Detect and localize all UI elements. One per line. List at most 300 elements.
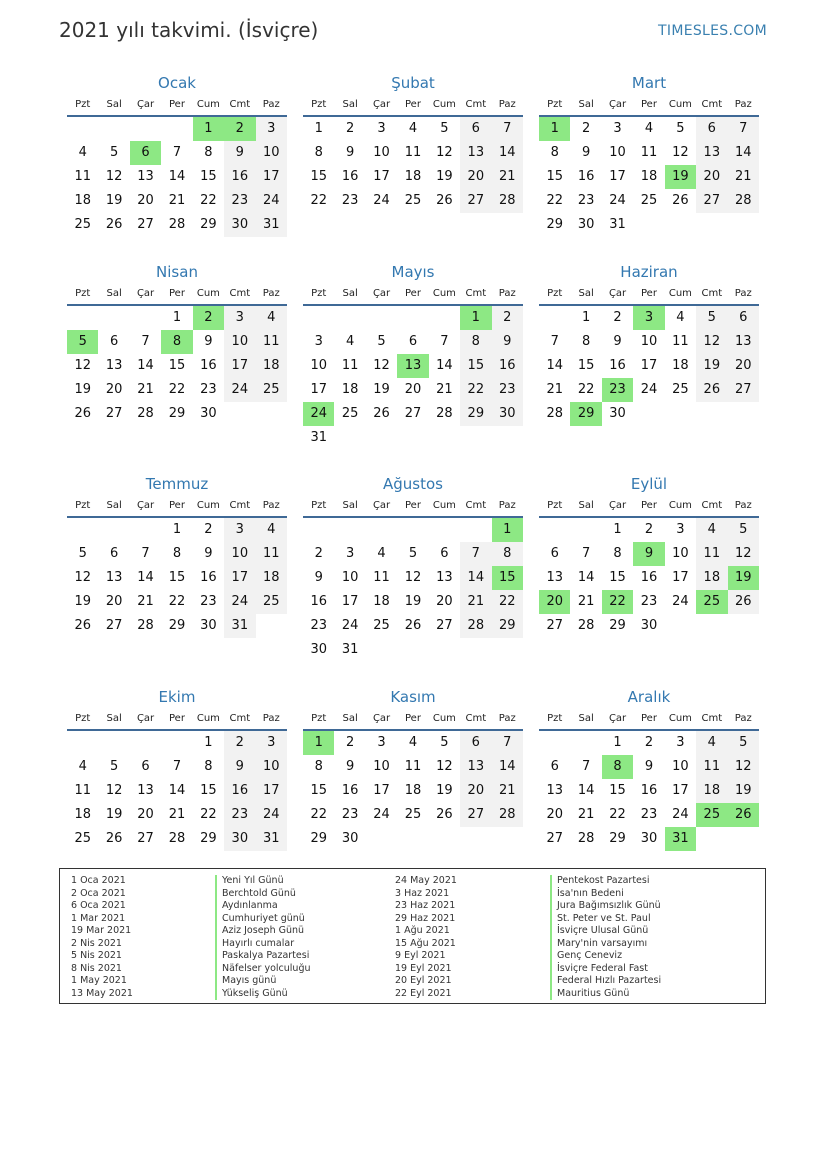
day-cell: 10 bbox=[310, 358, 327, 373]
weekday-label: Paz bbox=[262, 500, 280, 511]
weekday-label: Pzt bbox=[547, 99, 563, 110]
day-cell: 14 bbox=[168, 169, 186, 184]
holiday-legend bbox=[59, 868, 766, 1004]
day-cell: 5 bbox=[109, 759, 119, 774]
day-cell: 30 bbox=[640, 831, 658, 846]
day-cell: 6 bbox=[728, 306, 759, 330]
day-cell: 8 bbox=[492, 542, 523, 566]
day-cell: 19 bbox=[436, 169, 453, 184]
weekday-label: Pzt bbox=[311, 288, 327, 299]
weekday-label: Paz bbox=[734, 713, 752, 724]
legend-date: 20 Eyl 2021 bbox=[395, 975, 452, 986]
day-cell: 16 bbox=[341, 783, 359, 798]
day-cell: 4 bbox=[345, 334, 355, 349]
day-cell: 6 bbox=[109, 334, 119, 349]
day-cell: 18 bbox=[373, 594, 390, 609]
day-cell: 13 bbox=[105, 358, 123, 373]
day-cell: 4 bbox=[408, 735, 418, 750]
legend-holiday-name: Paskalya Pazartesi bbox=[215, 950, 311, 963]
day-cell: 8 bbox=[204, 759, 213, 774]
weekday-label: Sal bbox=[342, 500, 358, 511]
holiday-day-cell: 23 bbox=[602, 378, 633, 402]
day-cell: 23 bbox=[224, 189, 255, 213]
day-cell: 28 bbox=[492, 189, 523, 213]
day-cell: 29 bbox=[200, 831, 217, 846]
day-cell: 16 bbox=[577, 169, 595, 184]
day-cell: 27 bbox=[105, 406, 123, 421]
days-grid bbox=[303, 306, 523, 450]
day-cell: 16 bbox=[200, 358, 217, 373]
legend-dates-col-1 bbox=[71, 875, 133, 1000]
weekday-label: Pzt bbox=[75, 500, 91, 511]
day-cell: 31 bbox=[609, 217, 626, 232]
legend-holiday-name: İsviçre Ulusal Günü bbox=[550, 925, 661, 938]
legend-holiday-name: Cumhuriyet günü bbox=[215, 913, 311, 926]
legend-names-col-2 bbox=[550, 875, 661, 1000]
empty-cell bbox=[98, 306, 129, 330]
day-cell: 6 bbox=[109, 546, 119, 561]
day-cell: 1 bbox=[581, 310, 591, 325]
legend-holiday-name: Mary'nin varsayımı bbox=[550, 938, 661, 951]
holiday-day-cell: 31 bbox=[665, 827, 696, 851]
day-cell: 13 bbox=[436, 570, 453, 585]
day-cell: 6 bbox=[696, 117, 727, 141]
legend-date: 8 Nis 2021 bbox=[71, 962, 122, 974]
holiday-day-cell: 8 bbox=[161, 330, 192, 354]
day-cell: 17 bbox=[256, 779, 287, 803]
empty-cell bbox=[130, 306, 161, 330]
day-cell: 30 bbox=[224, 827, 255, 851]
month-name: Aralık bbox=[627, 688, 671, 706]
day-cell: 11 bbox=[341, 358, 359, 373]
day-cell: 14 bbox=[460, 566, 491, 590]
day-cell: 26 bbox=[436, 807, 453, 822]
day-cell: 1 bbox=[172, 522, 182, 537]
day-cell: 17 bbox=[640, 358, 658, 373]
legend-holiday-name: St. Peter ve St. Paul bbox=[550, 913, 661, 926]
weekday-label: Pzt bbox=[547, 713, 563, 724]
empty-cell bbox=[460, 518, 491, 542]
weekday-label: Çar bbox=[136, 99, 155, 110]
month-5 bbox=[303, 260, 523, 450]
month-7 bbox=[67, 472, 287, 638]
day-cell: 1 bbox=[613, 522, 622, 537]
day-cell: 28 bbox=[577, 831, 595, 846]
legend-date: 1 Ağu 2021 bbox=[395, 925, 450, 936]
day-cell: 16 bbox=[640, 783, 658, 798]
day-cell: 12 bbox=[436, 759, 453, 774]
weekday-label: Cum bbox=[668, 500, 692, 511]
day-cell: 10 bbox=[609, 145, 626, 160]
day-cell: 11 bbox=[74, 783, 91, 798]
day-cell: 31 bbox=[341, 642, 359, 657]
day-cell: 22 bbox=[492, 590, 523, 614]
weekday-header bbox=[67, 496, 287, 518]
day-cell: 14 bbox=[137, 358, 154, 373]
weekday-label: Paz bbox=[262, 99, 280, 110]
month-name: Kasım bbox=[390, 688, 436, 706]
holiday-day-cell: 25 bbox=[696, 590, 727, 614]
day-cell: 5 bbox=[377, 334, 386, 349]
day-cell: 27 bbox=[105, 618, 123, 633]
holiday-day-cell: 6 bbox=[130, 141, 161, 165]
day-cell: 15 bbox=[609, 783, 626, 798]
day-cell: 5 bbox=[408, 546, 418, 561]
day-cell: 15 bbox=[168, 358, 186, 373]
day-cell: 28 bbox=[436, 406, 453, 421]
day-cell: 3 bbox=[613, 121, 622, 136]
days-grid bbox=[67, 518, 287, 638]
month-name: Ağustos bbox=[383, 475, 443, 493]
day-cell: 8 bbox=[204, 145, 213, 160]
day-cell: 6 bbox=[460, 117, 491, 141]
day-cell: 11 bbox=[696, 542, 727, 566]
day-cell: 4 bbox=[377, 546, 386, 561]
weekday-label: Per bbox=[169, 500, 185, 511]
days-grid bbox=[67, 306, 287, 426]
holiday-day-cell: 1 bbox=[303, 731, 334, 755]
day-cell: 19 bbox=[74, 594, 91, 609]
day-cell: 9 bbox=[581, 145, 591, 160]
weekday-label: Per bbox=[641, 99, 657, 110]
day-cell: 30 bbox=[492, 402, 523, 426]
weekday-header bbox=[67, 709, 287, 731]
day-cell: 7 bbox=[581, 759, 591, 774]
legend-holiday-name: Pentekost Pazartesi bbox=[550, 875, 661, 888]
weekday-label: Çar bbox=[136, 713, 155, 724]
legend-date: 13 May 2021 bbox=[71, 987, 133, 999]
day-cell: 23 bbox=[492, 378, 523, 402]
day-cell: 10 bbox=[224, 542, 255, 566]
day-cell: 19 bbox=[105, 807, 123, 822]
day-cell: 9 bbox=[204, 334, 213, 349]
day-cell: 19 bbox=[105, 193, 123, 208]
day-cell: 3 bbox=[676, 735, 685, 750]
weekday-label: Per bbox=[405, 99, 421, 110]
weekday-label: Sal bbox=[106, 500, 122, 511]
day-cell: 6 bbox=[408, 334, 418, 349]
empty-cell bbox=[161, 117, 192, 141]
day-cell: 13 bbox=[460, 755, 491, 779]
day-cell: 16 bbox=[640, 570, 658, 585]
weekday-label: Per bbox=[405, 288, 421, 299]
month-name: Temmuz bbox=[145, 475, 209, 493]
day-cell: 6 bbox=[440, 546, 449, 561]
day-cell: 30 bbox=[577, 217, 595, 232]
legend-holiday-name: İsa'nın Bedeni bbox=[550, 888, 661, 901]
holiday-day-cell: 1 bbox=[193, 117, 224, 141]
holiday-day-cell: 22 bbox=[602, 590, 633, 614]
legend-date: 1 Mar 2021 bbox=[71, 912, 126, 924]
day-cell: 16 bbox=[224, 779, 255, 803]
weekday-label: Çar bbox=[372, 713, 391, 724]
day-cell: 23 bbox=[341, 807, 359, 822]
weekday-label: Çar bbox=[608, 99, 627, 110]
day-cell: 30 bbox=[640, 618, 658, 633]
legend-holiday-name: Mauritius Günü bbox=[550, 988, 661, 1001]
weekday-header bbox=[303, 709, 523, 731]
day-cell: 6 bbox=[141, 759, 150, 774]
days-grid bbox=[303, 731, 523, 851]
day-cell: 27 bbox=[546, 618, 563, 633]
holiday-day-cell: 1 bbox=[492, 518, 523, 542]
day-cell: 17 bbox=[256, 165, 287, 189]
legend-date: 23 Haz 2021 bbox=[395, 900, 456, 911]
weekday-header bbox=[67, 95, 287, 117]
holiday-day-cell: 2 bbox=[193, 306, 224, 330]
empty-cell bbox=[98, 117, 129, 141]
day-cell: 20 bbox=[460, 779, 491, 803]
weekday-label: Cmt bbox=[465, 99, 487, 110]
day-cell: 22 bbox=[460, 378, 491, 402]
month-name: Mayıs bbox=[391, 263, 435, 281]
holiday-day-cell: 20 bbox=[539, 590, 570, 614]
day-cell: 3 bbox=[377, 121, 386, 136]
day-cell: 18 bbox=[74, 807, 91, 822]
day-cell: 25 bbox=[373, 618, 390, 633]
day-cell: 10 bbox=[373, 759, 390, 774]
day-cell: 18 bbox=[696, 566, 727, 590]
days-grid bbox=[539, 731, 759, 851]
day-cell: 20 bbox=[728, 354, 759, 378]
weekday-label: Paz bbox=[498, 713, 516, 724]
empty-cell bbox=[429, 306, 460, 330]
day-cell: 8 bbox=[581, 334, 591, 349]
day-cell: 27 bbox=[728, 378, 759, 402]
month-name: Haziran bbox=[620, 263, 678, 281]
day-cell: 19 bbox=[696, 354, 727, 378]
day-cell: 28 bbox=[728, 189, 759, 213]
day-cell: 20 bbox=[137, 807, 154, 822]
holiday-day-cell: 24 bbox=[303, 402, 334, 426]
holiday-day-cell: 1 bbox=[460, 306, 491, 330]
empty-cell bbox=[429, 518, 460, 542]
day-cell: 30 bbox=[609, 406, 626, 421]
day-cell: 23 bbox=[224, 803, 255, 827]
weekday-label: Pzt bbox=[311, 713, 327, 724]
weekday-label: Paz bbox=[498, 288, 516, 299]
day-cell: 31 bbox=[256, 213, 287, 237]
day-cell: 24 bbox=[341, 618, 359, 633]
weekday-label: Pzt bbox=[311, 500, 327, 511]
holiday-day-cell: 19 bbox=[728, 566, 759, 590]
weekday-label: Cum bbox=[196, 713, 220, 724]
day-cell: 31 bbox=[256, 827, 287, 851]
legend-date: 1 May 2021 bbox=[71, 975, 127, 986]
day-cell: 12 bbox=[672, 145, 689, 160]
day-cell: 18 bbox=[696, 779, 727, 803]
day-cell: 13 bbox=[460, 141, 491, 165]
legend-holiday-name: Yeni Yıl Günü bbox=[215, 875, 311, 888]
day-cell: 18 bbox=[341, 382, 359, 397]
day-cell: 3 bbox=[224, 306, 255, 330]
holiday-day-cell: 8 bbox=[602, 755, 633, 779]
day-cell: 26 bbox=[404, 618, 422, 633]
empty-cell bbox=[570, 731, 601, 755]
day-cell: 9 bbox=[224, 755, 255, 779]
day-cell: 7 bbox=[440, 334, 449, 349]
empty-cell bbox=[161, 731, 192, 755]
weekday-label: Per bbox=[169, 99, 185, 110]
empty-cell bbox=[98, 731, 129, 755]
empty-cell bbox=[366, 518, 397, 542]
empty-cell bbox=[67, 117, 98, 141]
day-cell: 30 bbox=[200, 406, 217, 421]
weekday-label: Cum bbox=[196, 288, 220, 299]
weekday-label: Paz bbox=[262, 713, 280, 724]
empty-cell bbox=[303, 306, 334, 330]
day-cell: 14 bbox=[577, 783, 595, 798]
month-name: Eylül bbox=[630, 475, 668, 493]
legend-date: 6 Oca 2021 bbox=[71, 900, 126, 911]
day-cell: 22 bbox=[310, 193, 327, 208]
day-cell: 5 bbox=[109, 145, 119, 160]
weekday-label: Sal bbox=[106, 713, 122, 724]
day-cell: 15 bbox=[577, 358, 595, 373]
empty-cell bbox=[98, 518, 129, 542]
day-cell: 2 bbox=[644, 735, 654, 750]
legend-date: 3 Haz 2021 bbox=[395, 887, 450, 899]
day-cell: 12 bbox=[696, 330, 727, 354]
day-cell: 5 bbox=[676, 121, 685, 136]
day-cell: 16 bbox=[609, 358, 626, 373]
day-cell: 15 bbox=[460, 354, 491, 378]
day-cell: 23 bbox=[577, 193, 595, 208]
weekday-label: Çar bbox=[136, 500, 155, 511]
weekday-label: Çar bbox=[608, 288, 627, 299]
day-cell: 28 bbox=[168, 217, 186, 232]
day-cell: 24 bbox=[672, 594, 689, 609]
day-cell: 16 bbox=[310, 594, 327, 609]
empty-cell bbox=[366, 306, 397, 330]
day-cell: 13 bbox=[137, 783, 154, 798]
day-cell: 13 bbox=[546, 783, 563, 798]
day-cell: 14 bbox=[168, 783, 186, 798]
weekday-label: Cum bbox=[668, 99, 692, 110]
weekday-header bbox=[303, 95, 523, 117]
day-cell: 21 bbox=[137, 594, 154, 609]
weekday-label: Cum bbox=[668, 288, 692, 299]
day-cell: 25 bbox=[256, 590, 287, 614]
legend-holiday-name: Mayıs günü bbox=[215, 975, 311, 988]
day-cell: 26 bbox=[373, 406, 390, 421]
empty-cell bbox=[67, 518, 98, 542]
day-cell: 20 bbox=[137, 193, 154, 208]
day-cell: 24 bbox=[224, 590, 255, 614]
day-cell: 22 bbox=[168, 382, 186, 397]
day-cell: 7 bbox=[172, 145, 182, 160]
weekday-label: Cmt bbox=[229, 99, 251, 110]
weekday-label: Cmt bbox=[465, 500, 487, 511]
weekday-label: Pzt bbox=[75, 99, 91, 110]
empty-cell bbox=[130, 518, 161, 542]
day-cell: 15 bbox=[310, 783, 327, 798]
day-cell: 31 bbox=[224, 614, 255, 638]
weekday-label: Paz bbox=[734, 99, 752, 110]
day-cell: 18 bbox=[256, 354, 287, 378]
brand-logo[interactable]: TIMESLES.COM bbox=[658, 23, 767, 39]
weekday-label: Sal bbox=[342, 713, 358, 724]
legend-holiday-name: Genç Ceneviz bbox=[550, 950, 661, 963]
weekday-label: Çar bbox=[608, 713, 627, 724]
day-cell: 27 bbox=[404, 406, 422, 421]
day-cell: 17 bbox=[341, 594, 359, 609]
day-cell: 10 bbox=[256, 141, 287, 165]
day-cell: 21 bbox=[577, 594, 595, 609]
day-cell: 26 bbox=[74, 406, 91, 421]
day-cell: 7 bbox=[728, 117, 759, 141]
holiday-day-cell: 15 bbox=[492, 566, 523, 590]
weekday-label: Çar bbox=[372, 288, 391, 299]
day-cell: 19 bbox=[728, 779, 759, 803]
day-cell: 9 bbox=[204, 546, 213, 561]
day-cell: 27 bbox=[436, 618, 453, 633]
day-cell: 11 bbox=[256, 330, 287, 354]
day-cell: 30 bbox=[200, 618, 217, 633]
month-4 bbox=[67, 260, 287, 426]
day-cell: 9 bbox=[224, 141, 255, 165]
day-cell: 10 bbox=[373, 145, 390, 160]
day-cell: 22 bbox=[546, 193, 563, 208]
weekday-label: Sal bbox=[106, 99, 122, 110]
day-cell: 23 bbox=[341, 193, 359, 208]
weekday-label: Pzt bbox=[547, 288, 563, 299]
weekday-label: Per bbox=[169, 713, 185, 724]
day-cell: 28 bbox=[546, 406, 563, 421]
day-cell: 12 bbox=[728, 755, 759, 779]
day-cell: 3 bbox=[314, 334, 323, 349]
weekday-label: Pzt bbox=[547, 500, 563, 511]
empty-cell bbox=[67, 306, 98, 330]
day-cell: 2 bbox=[581, 121, 591, 136]
empty-cell bbox=[303, 518, 334, 542]
month-name: Şubat bbox=[391, 74, 435, 92]
month-9 bbox=[539, 472, 759, 638]
day-cell: 23 bbox=[640, 594, 658, 609]
legend-date: 9 Eyl 2021 bbox=[395, 950, 446, 961]
day-cell: 13 bbox=[546, 570, 563, 585]
day-cell: 27 bbox=[137, 217, 154, 232]
day-cell: 22 bbox=[200, 193, 217, 208]
day-cell: 16 bbox=[341, 169, 359, 184]
day-cell: 30 bbox=[224, 213, 255, 237]
day-cell: 11 bbox=[672, 334, 689, 349]
day-cell: 6 bbox=[550, 546, 559, 561]
day-cell: 5 bbox=[728, 518, 759, 542]
weekday-label: Çar bbox=[136, 288, 155, 299]
day-cell: 30 bbox=[341, 831, 359, 846]
weekday-label: Cmt bbox=[701, 288, 723, 299]
day-cell: 9 bbox=[613, 334, 622, 349]
empty-cell bbox=[130, 117, 161, 141]
weekday-label: Cum bbox=[196, 500, 220, 511]
day-cell: 29 bbox=[168, 618, 186, 633]
day-cell: 11 bbox=[74, 169, 91, 184]
day-cell: 11 bbox=[256, 542, 287, 566]
weekday-label: Per bbox=[405, 713, 421, 724]
day-cell: 11 bbox=[640, 145, 658, 160]
day-cell: 29 bbox=[460, 402, 491, 426]
day-cell: 14 bbox=[492, 755, 523, 779]
holiday-day-cell: 29 bbox=[570, 402, 601, 426]
day-cell: 22 bbox=[609, 807, 626, 822]
weekday-label: Cum bbox=[196, 99, 220, 110]
day-cell: 1 bbox=[314, 121, 323, 136]
weekday-label: Cmt bbox=[229, 500, 251, 511]
weekday-label: Sal bbox=[106, 288, 122, 299]
day-cell: 12 bbox=[105, 783, 123, 798]
day-cell: 20 bbox=[105, 594, 123, 609]
